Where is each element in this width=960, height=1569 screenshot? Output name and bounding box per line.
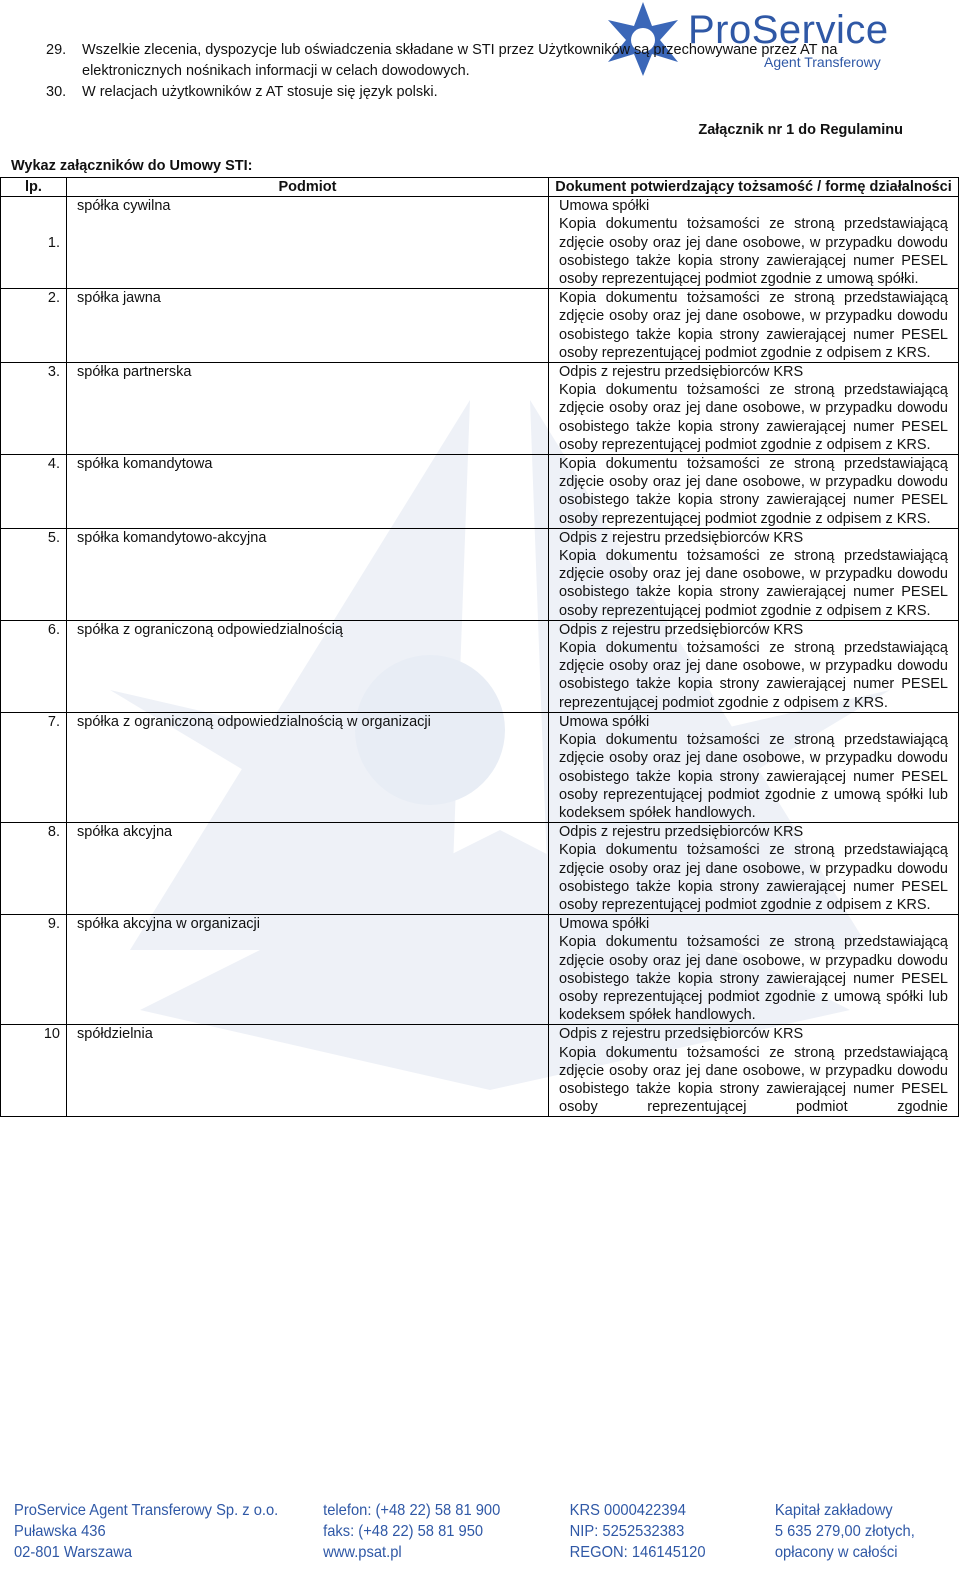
document-line: Kopia dokumentu tożsamości ze stroną przedstawiającą zdjęcie osoby oraz jej dane osobowe, w przypadku dowodu osobistego także kopia strony zawierającej numer PESEL osoby reprezentującej podmiot zgodnie z odpisem z KRS. [559, 382, 948, 453]
row-subject: spółdzielnia [67, 1025, 549, 1117]
row-subject: spółka komandytowo-akcyjna [67, 528, 549, 620]
document-line: Umowa spółki [559, 713, 650, 730]
row-number: 5. [1, 528, 67, 620]
row-subject: spółka z ograniczoną odpowiedzialnością [67, 620, 549, 712]
footer-contact [323, 1500, 500, 1563]
row-documents [549, 363, 959, 455]
row-documents [549, 1025, 959, 1117]
document-line: Kopia dokumentu tożsamości ze stroną przedstawiającą zdjęcie osoby oraz jej dane osobowe, w przypadku dowodu osobistego także kopia strony zawierającej numer PESEL osoby reprezentującej podmiot zgodnie z umową spółki. [559, 216, 948, 288]
row-number: 1. [1, 197, 67, 289]
document-line: Odpis z rejestru przedsiębiorców KRS [559, 1026, 804, 1043]
attachment-title: Załącznik nr 1 do Regulaminu [698, 122, 903, 138]
nip-number: NIP: 5252532383 [569, 1523, 685, 1540]
note-text: Wszelkie zlecenia, dyspozycje lub oświadczenia składane w STI przez Użytkowników są przechowywane przez AT na elektronicznych nośnikach informacji w celach dowodowych. [82, 42, 838, 79]
table-row [1, 289, 959, 363]
footer-registry [570, 1500, 706, 1563]
capital-amount: 5 635 279,00 złotych, [774, 1523, 915, 1540]
row-documents [549, 823, 959, 915]
document-line: Kopia dokumentu tożsamości ze stroną przedstawiającą zdjęcie osoby oraz jej dane osobowe, w przypadku dowodu osobistego także kopia strony zawierającej numer PESEL osoby reprezentującej podmiot zgodnie [559, 1044, 948, 1116]
row-subject: spółka partnerska [67, 363, 549, 455]
attachments-table [0, 177, 959, 1117]
regulation-notes [46, 40, 916, 103]
row-subject: spółka jawna [67, 289, 549, 363]
table-row [1, 1025, 959, 1117]
row-documents [549, 528, 959, 620]
row-documents [549, 455, 959, 529]
table-row [1, 455, 959, 529]
document-line: Umowa spółki [559, 198, 650, 215]
row-documents [549, 289, 959, 363]
note-item [46, 40, 916, 82]
row-number: 8. [1, 823, 67, 915]
capital-label: Kapitał zakładowy [774, 1502, 893, 1519]
table-row [1, 620, 959, 712]
footer-capital [775, 1500, 915, 1563]
document-line: Umowa spółki [559, 916, 650, 933]
list-title: Wykaz załączników do Umowy STI: [11, 158, 253, 174]
table-row [1, 712, 959, 822]
regon-number: REGON: 146145120 [569, 1544, 706, 1561]
table-row [1, 197, 959, 289]
document-line: Odpis z rejestru przedsiębiorców KRS [559, 364, 804, 381]
header-subject: Podmiot [67, 178, 549, 197]
note-number: 29. [46, 42, 67, 58]
capital-status: opłacony w całości [774, 1544, 898, 1561]
krs-number: KRS 0000422394 [569, 1502, 686, 1519]
document-line: Kopia dokumentu tożsamości ze stroną przedstawiającą zdjęcie osoby oraz jej dane osobowe, w przypadku dowodu osobistego także kopia strony zawierającej numer PESEL osoby reprezentującej podmiot zgodnie z umową spółki lub kodeksem spółek handlowych. [559, 732, 948, 821]
document-line: Kopia dokumentu tożsamości ze stroną przedstawiającą zdjęcie osoby oraz jej dane osobowe, w przypadku dowodu osobistego także kopia strony zawierającej numer PESEL osoby reprezentującej podmiot zgodnie z odpisem z KRS. [559, 548, 948, 619]
company-name: ProService Agent Transferowy Sp. z o.o. [14, 1502, 279, 1519]
header-document: Dokument potwierdzający tożsamość / formę działalności [549, 178, 959, 197]
row-number: 10 [1, 1025, 67, 1117]
note-item [46, 82, 916, 103]
row-subject: spółka z ograniczoną odpowiedzialnością w organizacji [67, 712, 549, 822]
row-subject: spółka akcyjna w organizacji [67, 915, 549, 1025]
row-number: 6. [1, 620, 67, 712]
fax: faks: (+48 22) 58 81 950 [323, 1523, 484, 1540]
header-lp: lp. [1, 178, 67, 197]
row-subject: spółka akcyjna [67, 823, 549, 915]
table-row [1, 363, 959, 455]
document-line: Kopia dokumentu tożsamości ze stroną przedstawiającą zdjęcie osoby oraz jej dane osobowe, w przypadku dowodu osobistego także kopia strony zawierającej numer PESEL osoby reprezentującej podmiot zgodnie z umową spółki lub kodeksem spółek handlowych. [559, 934, 948, 1024]
note-text: W relacjach użytkowników z AT stosuje się język polski. [82, 84, 438, 100]
table-row [1, 915, 959, 1025]
document-line: Kopia dokumentu tożsamości ze stroną przedstawiającą zdjęcie osoby oraz jej dane osobowe, w przypadku dowodu osobistego także kopia strony zawierającej numer PESEL osoby reprezentującej podmiot zgodnie z odpisem z KRS. [559, 290, 948, 361]
table-row [1, 823, 959, 915]
row-documents [549, 915, 959, 1025]
company-street: Puławska 436 [14, 1523, 106, 1540]
row-subject: spółka cywilna [67, 197, 549, 289]
logo-wordmark: ProService [688, 8, 889, 52]
company-city: 02-801 Warszawa [14, 1544, 133, 1561]
footer-company [14, 1500, 278, 1563]
row-number: 7. [1, 712, 67, 822]
row-number: 3. [1, 363, 67, 455]
note-number: 30. [46, 84, 67, 100]
row-number: 2. [1, 289, 67, 363]
document-line: Odpis z rejestru przedsiębiorców KRS [559, 621, 804, 638]
row-documents [549, 620, 959, 712]
document-line: Odpis z rejestru przedsiębiorców KRS [559, 824, 804, 841]
row-number: 4. [1, 455, 67, 529]
table-header-row [1, 178, 959, 197]
row-documents [549, 197, 959, 289]
document-line: Kopia dokumentu tożsamości ze stroną przedstawiającą zdjęcie osoby oraz jej dane osobowe, w przypadku dowodu osobistego także kopia strony zawierającej numer PESEL reprezentującej podmiot zgodnie z odpisem z KRS. [559, 640, 948, 711]
website-link[interactable]: www.psat.pl [323, 1544, 402, 1561]
document-line: Kopia dokumentu tożsamości ze stroną przedstawiającą zdjęcie osoby oraz jej dane osobowe, w przypadku dowodu osobistego także kopia strony zawierającej numer PESEL osoby reprezentującej podmiot zgodnie z odpisem z KRS. [559, 842, 948, 913]
phone: telefon: (+48 22) 58 81 900 [323, 1502, 501, 1519]
row-number: 9. [1, 915, 67, 1025]
document-line: Kopia dokumentu tożsamości ze stroną przedstawiającą zdjęcie osoby oraz jej dane osobowe, w przypadku dowodu osobistego także kopia strony zawierającej numer PESEL osoby reprezentującej podmiot zgodnie z odpisem z KRS. [559, 456, 948, 527]
row-subject: spółka komandytowa [67, 455, 549, 529]
row-documents [549, 712, 959, 822]
logo-subtitle: Agent Transferowy [764, 54, 881, 70]
document-line: Odpis z rejestru przedsiębiorców KRS [559, 529, 804, 546]
table-row [1, 528, 959, 620]
